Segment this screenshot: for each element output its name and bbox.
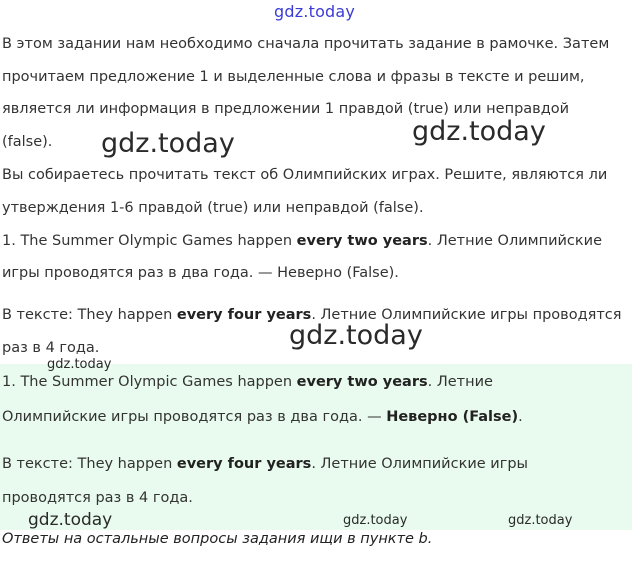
- statement-prefix: 1. The Summer Olympic Games happen: [2, 233, 297, 249]
- answer-statement-suffix: . Летние: [427, 374, 493, 390]
- answer-statement-line-2: [2, 401, 626, 434]
- answer-evidence-suffix: . Летние Олимпийские игры: [311, 456, 528, 472]
- statement-highlight: every two years: [296, 233, 428, 249]
- watermark: gdz.today: [508, 513, 573, 528]
- answer-verdict: Неверно (False): [386, 409, 519, 425]
- answer-statement-text: Олимпийские игры проводятся раз в два года. —: [2, 409, 387, 425]
- answer-statement-line-1: [2, 366, 626, 399]
- intro-line-2: прочитаем предложение 1 и выделенные слова и фразы в тексте и решим,: [2, 69, 585, 85]
- watermark: gdz.today: [101, 128, 235, 159]
- statement-line-2: игры проводятся раз в два года. — Неверно (False).: [2, 265, 399, 281]
- answer-verdict-end: .: [518, 409, 523, 425]
- statement-line-1: [2, 225, 626, 258]
- watermark: gdz.today: [47, 357, 112, 372]
- watermark: gdz.today: [289, 320, 423, 351]
- evidence-line-1: [2, 299, 626, 332]
- answer-statement-prefix: 1. The Summer Olympic Games happen: [2, 374, 297, 390]
- intro-line-3: является ли информация в предложении 1 правдой (true) или неправдой: [2, 101, 570, 117]
- evidence-suffix: . Летние Олимпийские игры проводятся: [311, 307, 622, 323]
- evidence-line-2: раз в 4 года.: [2, 340, 100, 356]
- answer-evidence-line-1: [2, 448, 626, 481]
- task-line-2: утверждения 1-6 правдой (true) или неправдой (false).: [2, 200, 424, 216]
- evidence-highlight: every four years: [176, 307, 312, 323]
- watermark: gdz.today: [343, 513, 408, 528]
- answer-statement-highlight: every two years: [296, 374, 428, 390]
- task-line-1: Вы собираетесь прочитать текст об Олимпийских играх. Решите, являются ли: [2, 167, 608, 183]
- intro-line-4: (false).: [2, 134, 53, 150]
- statement-suffix: . Летние Олимпийские: [427, 233, 602, 249]
- watermark: gdz.today: [412, 116, 546, 147]
- answer-evidence-highlight: every four years: [176, 456, 312, 472]
- answer-evidence-line-2: проводятся раз в 4 года.: [2, 490, 193, 506]
- site-logo[interactable]: gdz.today: [274, 2, 356, 21]
- intro-line-1: В этом задании нам необходимо сначала прочитать задание в рамочке. Затем: [2, 36, 610, 52]
- evidence-prefix: В тексте: They happen: [2, 307, 177, 323]
- answer-evidence-prefix: В тексте: They happen: [2, 456, 177, 472]
- footer-note: Ответы на остальные вопросы задания ищи в пункте b.: [2, 531, 433, 547]
- watermark: gdz.today: [28, 510, 113, 530]
